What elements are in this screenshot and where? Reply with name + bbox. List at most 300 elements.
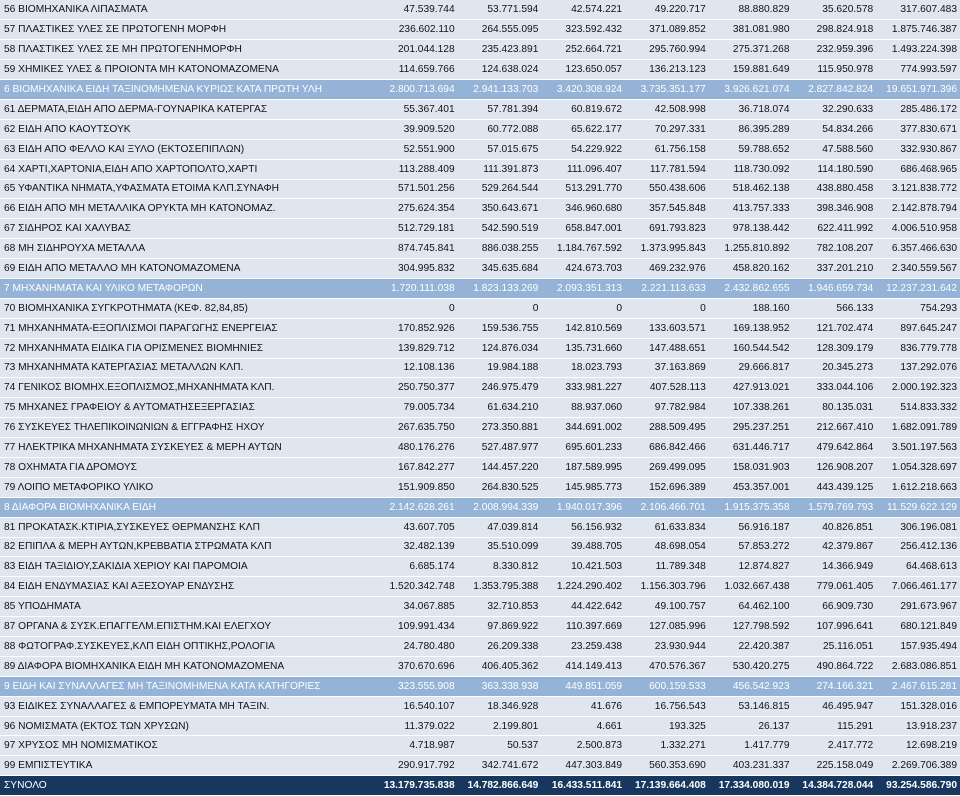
value-cell: 407.528.113 (625, 378, 709, 398)
value-cell: 1.720.111.038 (374, 278, 458, 298)
value-cell: 61.756.158 (625, 139, 709, 159)
value-cell: 35.510.099 (458, 537, 542, 557)
table-row (0, 477, 960, 497)
value-cell: 124.876.034 (458, 338, 542, 358)
value-cell: 7.066.461.177 (876, 577, 960, 597)
value-cell: 61.633.834 (625, 517, 709, 537)
value-cell: 34.067.885 (374, 597, 458, 617)
row-label: 85 ΥΠΟΔΗΜΑΤΑ (0, 597, 374, 617)
value-cell: 458.820.162 (709, 259, 793, 279)
value-cell: 236.602.110 (374, 20, 458, 40)
value-cell: 1.823.133.269 (458, 278, 542, 298)
value-cell: 61.634.210 (458, 398, 542, 418)
value-cell: 1.612.218.663 (876, 477, 960, 497)
value-cell: 2.417.772 (793, 736, 877, 756)
value-cell: 121.702.474 (793, 318, 877, 338)
value-cell: 19.651.971.396 (876, 80, 960, 100)
value-cell: 39.909.520 (374, 119, 458, 139)
value-cell: 344.691.002 (541, 418, 625, 438)
table-row (0, 40, 960, 60)
row-label: 72 ΜΗΧΑΝΗΜΑΤΑ ΕΙΔΙΚΑ ΓΙΑ ΟΡΙΣΜΕΝΕΣ ΒΙΟΜΗΝΙΕΣ (0, 338, 374, 358)
value-cell: 403.231.337 (709, 756, 793, 776)
row-label: 77 ΗΛΕΚΤΡΙΚΑ ΜΗΧΑΝΗΜΑΤΑ ΣΥΣΚΕΥΕΣ & ΜΕΡΗ ΑΥΤΩΝ (0, 438, 374, 458)
value-cell: 695.601.233 (541, 438, 625, 458)
value-cell: 479.642.864 (793, 438, 877, 458)
value-cell: 1.946.659.734 (793, 278, 877, 298)
value-cell: 274.166.321 (793, 676, 877, 696)
row-label: 58 ΠΛΑΣΤΙΚΕΣ ΥΛΕΣ ΣΕ ΜΗ ΠΡΩΤΟΓΕΝΗΜΟΡΦΗ (0, 40, 374, 60)
value-cell: 36.718.074 (709, 99, 793, 119)
value-cell: 529.264.544 (458, 179, 542, 199)
value-cell: 169.138.952 (709, 318, 793, 338)
value-cell: 2.093.351.313 (541, 278, 625, 298)
value-cell: 49.220.717 (625, 0, 709, 20)
value-cell: 342.741.672 (458, 756, 542, 776)
value-cell: 57.781.394 (458, 99, 542, 119)
value-cell: 514.833.332 (876, 398, 960, 418)
value-cell: 3.121.838.772 (876, 179, 960, 199)
table-row (0, 597, 960, 617)
table-row (0, 358, 960, 378)
table-row (0, 656, 960, 676)
value-cell: 1.682.091.789 (876, 418, 960, 438)
section-row (0, 497, 960, 517)
value-cell: 381.081.980 (709, 20, 793, 40)
table-row (0, 20, 960, 40)
value-cell: 142.810.569 (541, 318, 625, 338)
row-label: ΣΥΝΟΛΟ (0, 776, 374, 796)
value-cell: 264.555.095 (458, 20, 542, 40)
value-cell: 14.366.949 (793, 557, 877, 577)
value-cell: 317.607.483 (876, 0, 960, 20)
value-cell: 17.139.664.408 (625, 776, 709, 796)
table-row (0, 577, 960, 597)
value-cell: 24.780.480 (374, 637, 458, 657)
value-cell: 225.158.049 (793, 756, 877, 776)
value-cell: 306.196.081 (876, 517, 960, 537)
value-cell: 304.995.832 (374, 259, 458, 279)
value-cell: 530.420.275 (709, 656, 793, 676)
value-cell: 1.224.290.402 (541, 577, 625, 597)
value-cell: 2.683.086.851 (876, 656, 960, 676)
value-cell: 57.853.272 (709, 537, 793, 557)
row-label: 83 ΕΙΔΗ ΤΑΞΙΔΙΟΥ,ΣΑΚΙΔΙΑ ΧΕΡΙΟΥ ΚΑΙ ΠΑΡΟΜΟΙΑ (0, 557, 374, 577)
value-cell: 187.589.995 (541, 457, 625, 477)
value-cell: 159.536.755 (458, 318, 542, 338)
value-cell: 93.254.586.790 (876, 776, 960, 796)
value-cell: 518.462.138 (709, 179, 793, 199)
value-cell: 124.638.024 (458, 60, 542, 80)
row-label: 8 ΔΙΑΦΟΡΑ ΒΙΟΜΗΧΑΝΙΚΑ ΕΙΔΗ (0, 497, 374, 517)
value-cell: 46.495.947 (793, 696, 877, 716)
value-cell: 363.338.938 (458, 676, 542, 696)
value-cell: 170.852.926 (374, 318, 458, 338)
value-cell: 449.851.059 (541, 676, 625, 696)
value-cell: 295.760.994 (625, 40, 709, 60)
table-row (0, 537, 960, 557)
value-cell: 32.710.853 (458, 597, 542, 617)
row-label: 84 ΕΙΔΗ ΕΝΔΥΜΑΣΙΑΣ ΚΑΙ ΑΞΕΣΟΥΑΡ ΕΝΔΥΣΗΣ (0, 577, 374, 597)
value-cell: 123.650.057 (541, 60, 625, 80)
value-cell: 232.959.396 (793, 40, 877, 60)
table-row (0, 418, 960, 438)
row-label: 61 ΔΕΡΜΑΤΑ,ΕΙΔΗ ΑΠΟ ΔΕΡΜΑ-ΓΟΥΝΑΡΙΚΑ ΚΑΤΕΡΓΑΣ (0, 99, 374, 119)
value-cell: 1.579.769.793 (793, 497, 877, 517)
value-cell: 86.395.289 (709, 119, 793, 139)
value-cell: 333.981.227 (541, 378, 625, 398)
row-label: 71 ΜΗΧΑΝΗΜΑΤΑ-ΕΞΟΠΛΙΣΜΟΙ ΠΑΡΑΓΩΓΗΣ ΕΝΕΡΓΕΙΑΣ (0, 318, 374, 338)
value-cell: 490.864.722 (793, 656, 877, 676)
value-cell: 480.176.276 (374, 438, 458, 458)
value-cell: 275.624.354 (374, 199, 458, 219)
value-cell: 398.346.908 (793, 199, 877, 219)
value-cell: 886.038.255 (458, 239, 542, 259)
value-cell: 413.757.333 (709, 199, 793, 219)
value-cell: 406.405.362 (458, 656, 542, 676)
value-cell: 0 (541, 298, 625, 318)
value-cell: 53.146.815 (709, 696, 793, 716)
value-cell: 64.468.613 (876, 557, 960, 577)
value-cell: 59.788.652 (709, 139, 793, 159)
row-label: 57 ΠΛΑΣΤΙΚΕΣ ΥΛΕΣ ΣΕ ΠΡΩΤΟΓΕΝΗ ΜΟΡΦΗ (0, 20, 374, 40)
value-cell: 3.420.308.924 (541, 80, 625, 100)
value-cell: 2.800.713.694 (374, 80, 458, 100)
value-cell: 874.745.841 (374, 239, 458, 259)
table-row (0, 259, 960, 279)
table-row (0, 60, 960, 80)
table-row (0, 716, 960, 736)
row-label: 66 ΕΙΔΗ ΑΠΟ ΜΗ ΜΕΤΑΛΛΙΚΑ ΟΡΥΚΤΑ ΜΗ ΚΑΤΟΝΟΜΑΖ. (0, 199, 374, 219)
value-cell: 152.696.389 (625, 477, 709, 497)
value-cell: 4.718.987 (374, 736, 458, 756)
value-cell: 622.411.992 (793, 219, 877, 239)
table-row (0, 239, 960, 259)
value-cell: 53.771.594 (458, 0, 542, 20)
value-cell: 88.880.829 (709, 0, 793, 20)
value-cell: 350.643.671 (458, 199, 542, 219)
table-row (0, 119, 960, 139)
value-cell: 0 (625, 298, 709, 318)
value-cell: 4.661 (541, 716, 625, 736)
table-row (0, 398, 960, 418)
value-cell: 55.367.401 (374, 99, 458, 119)
value-cell: 157.935.494 (876, 637, 960, 657)
table-row (0, 139, 960, 159)
value-cell: 686.468.965 (876, 159, 960, 179)
row-label: 73 ΜΗΧΑΝΗΜΑΤΑ ΚΑΤΕΡΓΑΣΙΑΣ ΜΕΤΑΛΛΩΝ ΚΛΠ. (0, 358, 374, 378)
value-cell: 52.551.900 (374, 139, 458, 159)
value-cell: 527.487.977 (458, 438, 542, 458)
value-cell: 128.309.179 (793, 338, 877, 358)
value-cell: 295.237.251 (709, 418, 793, 438)
value-cell: 631.446.717 (709, 438, 793, 458)
value-cell: 1.156.303.796 (625, 577, 709, 597)
value-cell: 56.916.187 (709, 517, 793, 537)
value-cell: 42.508.998 (625, 99, 709, 119)
value-cell: 145.985.773 (541, 477, 625, 497)
value-cell: 12.237.231.642 (876, 278, 960, 298)
value-cell: 39.488.705 (541, 537, 625, 557)
table-row (0, 219, 960, 239)
row-label: 56 ΒΙΟΜΗΧΑΝΙΚΑ ΛΙΠΑΣΜΑΤΑ (0, 0, 374, 20)
table-row (0, 736, 960, 756)
value-cell: 897.645.247 (876, 318, 960, 338)
table-row (0, 378, 960, 398)
value-cell: 424.673.703 (541, 259, 625, 279)
table-row (0, 179, 960, 199)
value-cell: 14.384.728.044 (793, 776, 877, 796)
value-cell: 114.659.766 (374, 60, 458, 80)
value-cell: 111.391.873 (458, 159, 542, 179)
value-cell: 54.834.266 (793, 119, 877, 139)
value-cell: 114.180.590 (793, 159, 877, 179)
section-row (0, 80, 960, 100)
value-cell: 273.350.881 (458, 418, 542, 438)
value-cell: 782.108.207 (793, 239, 877, 259)
row-label: 67 ΣΙΔΗΡΟΣ ΚΑΙ ΧΑΛΥΒΑΣ (0, 219, 374, 239)
value-cell: 453.357.001 (709, 477, 793, 497)
value-cell: 19.984.188 (458, 358, 542, 378)
value-cell: 54.229.922 (541, 139, 625, 159)
value-cell: 70.297.331 (625, 119, 709, 139)
row-label: 62 ΕΙΔΗ ΑΠΟ ΚΑΟΥΤΣΟΥΚ (0, 119, 374, 139)
value-cell: 160.544.542 (709, 338, 793, 358)
value-cell: 50.537 (458, 736, 542, 756)
value-cell: 193.325 (625, 716, 709, 736)
value-cell: 158.031.903 (709, 457, 793, 477)
row-label: 82 ΕΠΙΠΛΑ & ΜΕΡΗ ΑΥΤΩΝ,ΚΡΕΒΒΑΤΙΑ ΣΤΡΩΜΑΤΑ ΚΛΠ (0, 537, 374, 557)
value-cell: 22.420.387 (709, 637, 793, 657)
value-cell: 18.346.928 (458, 696, 542, 716)
row-label: 74 ΓΕΝΙΚΟΣ ΒΙΟΜΗΧ.ΕΞΟΠΛΙΣΜΟΣ,ΜΗΧΑΝΗΜΑΤΑ ΚΛΠ. (0, 378, 374, 398)
row-label: 7 ΜΗΧΑΝΗΜΑΤΑ ΚΑΙ ΥΛΙΚΟ ΜΕΤΑΦΟΡΩΝ (0, 278, 374, 298)
value-cell: 6.685.174 (374, 557, 458, 577)
value-cell: 29.666.817 (709, 358, 793, 378)
value-cell: 167.842.277 (374, 457, 458, 477)
value-cell: 370.670.696 (374, 656, 458, 676)
value-cell: 235.423.891 (458, 40, 542, 60)
value-cell: 2.827.842.824 (793, 80, 877, 100)
section-row (0, 676, 960, 696)
value-cell: 97.869.922 (458, 617, 542, 637)
value-cell: 438.880.458 (793, 179, 877, 199)
table-row (0, 457, 960, 477)
value-cell: 136.213.123 (625, 60, 709, 80)
value-cell: 60.772.088 (458, 119, 542, 139)
table-row (0, 617, 960, 637)
value-cell: 80.135.031 (793, 398, 877, 418)
value-cell: 11.529.622.129 (876, 497, 960, 517)
value-cell: 323.555.908 (374, 676, 458, 696)
value-cell: 1.054.328.697 (876, 457, 960, 477)
value-cell: 267.635.750 (374, 418, 458, 438)
table-row (0, 756, 960, 776)
row-label: 87 ΟΡΓΑΝΑ & ΣΥΣΚ.ΕΠΑΓΓΕΛΜ.ΕΠΙΣΤΗΜ.ΚΑΙ ΕΛΕΓΧΟΥ (0, 617, 374, 637)
value-cell: 23.930.944 (625, 637, 709, 657)
value-cell: 2.269.706.389 (876, 756, 960, 776)
value-cell: 443.439.125 (793, 477, 877, 497)
value-cell: 290.917.792 (374, 756, 458, 776)
value-cell: 686.842.466 (625, 438, 709, 458)
value-cell: 779.061.405 (793, 577, 877, 597)
value-cell: 8.330.812 (458, 557, 542, 577)
table-row (0, 199, 960, 219)
value-cell: 11.789.348 (625, 557, 709, 577)
value-cell: 113.288.409 (374, 159, 458, 179)
table-row (0, 298, 960, 318)
value-cell: 2.221.113.633 (625, 278, 709, 298)
value-cell: 16.756.543 (625, 696, 709, 716)
value-cell: 17.334.080.019 (709, 776, 793, 796)
value-cell: 66.909.730 (793, 597, 877, 617)
value-cell: 35.620.578 (793, 0, 877, 20)
value-cell: 2.500.873 (541, 736, 625, 756)
row-label: 89 ΔΙΑΦΟΡΑ ΒΙΟΜΗΧΑΝΙΚΑ ΕΙΔΗ ΜΗ ΚΑΤΟΝΟΜΑΖΟΜΕΝΑ (0, 656, 374, 676)
value-cell: 298.824.918 (793, 20, 877, 40)
value-cell: 469.232.976 (625, 259, 709, 279)
table-row (0, 637, 960, 657)
value-cell: 427.913.021 (709, 378, 793, 398)
value-cell: 12.698.219 (876, 736, 960, 756)
value-cell: 147.488.651 (625, 338, 709, 358)
row-label: 59 ΧΗΜΙΚΕΣ ΥΛΕΣ & ΠΡΟΙΟΝΤΑ ΜΗ ΚΑΤΟΝΟΜΑΖΟΜΕΝΑ (0, 60, 374, 80)
row-label: 64 ΧΑΡΤΙ,ΧΑΡΤΟΝΙΑ,ΕΙΔΗ ΑΠΟ ΧΑΡΤΟΠΟΛΤΟ,ΧΑΡΤΙ (0, 159, 374, 179)
table-row (0, 696, 960, 716)
value-cell: 65.622.177 (541, 119, 625, 139)
value-cell: 456.542.923 (709, 676, 793, 696)
value-cell: 88.937.060 (541, 398, 625, 418)
value-cell: 1.417.779 (709, 736, 793, 756)
value-cell: 332.930.867 (876, 139, 960, 159)
value-cell: 42.379.867 (793, 537, 877, 557)
value-cell: 2.199.801 (458, 716, 542, 736)
row-label: 70 ΒΙΟΜΗΧΑΝΙΚΑ ΣΥΓΚΡΟΤΗΜΑΤΑ (ΚΕΦ. 82,84,85) (0, 298, 374, 318)
row-label: 76 ΣΥΣΚΕΥΕΣ ΤΗΛΕΠΙΚΟΙΝΩΝΙΩΝ & ΕΓΓΡΑΦΗΣ ΗΧΟΥ (0, 418, 374, 438)
value-cell: 111.096.407 (541, 159, 625, 179)
value-cell: 1.353.795.388 (458, 577, 542, 597)
value-cell: 109.991.434 (374, 617, 458, 637)
value-cell: 337.201.210 (793, 259, 877, 279)
value-cell: 470.576.367 (625, 656, 709, 676)
value-cell: 246.975.479 (458, 378, 542, 398)
value-cell: 41.676 (541, 696, 625, 716)
value-cell: 47.588.560 (793, 139, 877, 159)
value-cell: 754.293 (876, 298, 960, 318)
value-cell: 126.908.207 (793, 457, 877, 477)
value-cell: 32.482.139 (374, 537, 458, 557)
value-cell: 56.156.932 (541, 517, 625, 537)
value-cell: 107.338.261 (709, 398, 793, 418)
value-cell: 571.501.256 (374, 179, 458, 199)
row-label: 6 ΒΙΟΜΗΧΑΝΙΚΑ ΕΙΔΗ ΤΑΞΙΝΟΜΗΜΕΝΑ ΚΥΡΙΩΣ ΚΑΤΑ ΠΡΩΤΗ ΥΛΗ (0, 80, 374, 100)
value-cell: 0 (458, 298, 542, 318)
value-cell: 345.635.684 (458, 259, 542, 279)
value-cell: 32.290.633 (793, 99, 877, 119)
value-cell: 188.160 (709, 298, 793, 318)
value-cell: 127.085.996 (625, 617, 709, 637)
value-cell: 6.357.466.630 (876, 239, 960, 259)
value-cell: 10.421.503 (541, 557, 625, 577)
value-cell: 264.830.525 (458, 477, 542, 497)
value-cell: 49.100.757 (625, 597, 709, 617)
table-row (0, 159, 960, 179)
value-cell: 97.782.984 (625, 398, 709, 418)
value-cell: 3.735.351.177 (625, 80, 709, 100)
row-label: 69 ΕΙΔΗ ΑΠΟ ΜΕΤΑΛΛΟ ΜΗ ΚΑΤΟΝΟΜΑΖΟΜΕΝΑ (0, 259, 374, 279)
value-cell: 107.996.641 (793, 617, 877, 637)
value-cell: 127.798.592 (709, 617, 793, 637)
value-cell: 4.006.510.958 (876, 219, 960, 239)
value-cell: 269.499.095 (625, 457, 709, 477)
value-cell: 2.142.878.794 (876, 199, 960, 219)
value-cell: 1.520.342.748 (374, 577, 458, 597)
value-cell: 658.847.001 (541, 219, 625, 239)
value-cell: 11.379.022 (374, 716, 458, 736)
row-label: 93 ΕΙΔΙΚΕΣ ΣΥΝΑΛΛΑΓΕΣ & ΕΜΠΟΡΕΥΜΑΤΑ ΜΗ ΤΑΞΙΝ. (0, 696, 374, 716)
value-cell: 133.603.571 (625, 318, 709, 338)
value-cell: 2.106.466.701 (625, 497, 709, 517)
value-cell: 566.133 (793, 298, 877, 318)
value-cell: 1.875.746.387 (876, 20, 960, 40)
value-cell: 60.819.672 (541, 99, 625, 119)
value-cell: 2.340.559.567 (876, 259, 960, 279)
value-cell: 40.826.851 (793, 517, 877, 537)
value-cell: 115.950.978 (793, 60, 877, 80)
value-cell: 513.291.770 (541, 179, 625, 199)
value-cell: 512.729.181 (374, 219, 458, 239)
value-cell: 3.926.621.074 (709, 80, 793, 100)
value-cell: 47.539.744 (374, 0, 458, 20)
table-row (0, 0, 960, 20)
value-cell: 16.433.511.841 (541, 776, 625, 796)
value-cell: 1.940.017.396 (541, 497, 625, 517)
value-cell: 212.667.410 (793, 418, 877, 438)
value-cell: 0 (374, 298, 458, 318)
value-cell: 139.829.712 (374, 338, 458, 358)
value-cell: 144.457.220 (458, 457, 542, 477)
value-cell: 256.412.136 (876, 537, 960, 557)
value-cell: 18.023.793 (541, 358, 625, 378)
value-cell: 2.941.133.703 (458, 80, 542, 100)
table-row (0, 99, 960, 119)
value-cell: 1.493.224.398 (876, 40, 960, 60)
row-label: 96 ΝΟΜΙΣΜΑΤΑ (ΕΚΤΟΣ ΤΩΝ ΧΡΥΣΩΝ) (0, 716, 374, 736)
value-cell: 151.328.016 (876, 696, 960, 716)
value-cell: 774.993.597 (876, 60, 960, 80)
value-cell: 600.159.533 (625, 676, 709, 696)
value-cell: 2.000.192.323 (876, 378, 960, 398)
value-cell: 20.345.273 (793, 358, 877, 378)
row-label: 81 ΠΡΟΚΑΤΑΣΚ.ΚΤΙΡΙΑ,ΣΥΣΚΕΥΕΣ ΘΕΡΜΑΝΣΗΣ ΚΛΠ (0, 517, 374, 537)
value-cell: 275.371.268 (709, 40, 793, 60)
row-label: 78 ΟΧΗΜΑΤΑ ΓΙΑ ΔΡΟΜΟΥΣ (0, 457, 374, 477)
value-cell: 1.915.375.358 (709, 497, 793, 517)
row-label: 97 ΧΡΥΣΟΣ ΜΗ ΝΟΜΙΣΜΑΤΙΚΟΣ (0, 736, 374, 756)
row-label: 99 ΕΜΠΙΣΤΕΥΤΙΚΑ (0, 756, 374, 776)
value-cell: 978.138.442 (709, 219, 793, 239)
value-cell: 137.292.076 (876, 358, 960, 378)
value-cell: 836.779.778 (876, 338, 960, 358)
value-cell: 13.918.237 (876, 716, 960, 736)
value-cell: 371.089.852 (625, 20, 709, 40)
value-cell: 201.044.128 (374, 40, 458, 60)
value-cell: 1.373.995.843 (625, 239, 709, 259)
value-cell: 2.432.862.655 (709, 278, 793, 298)
value-cell: 291.673.967 (876, 597, 960, 617)
value-cell: 12.874.827 (709, 557, 793, 577)
value-cell: 14.782.866.649 (458, 776, 542, 796)
value-cell: 25.116.051 (793, 637, 877, 657)
